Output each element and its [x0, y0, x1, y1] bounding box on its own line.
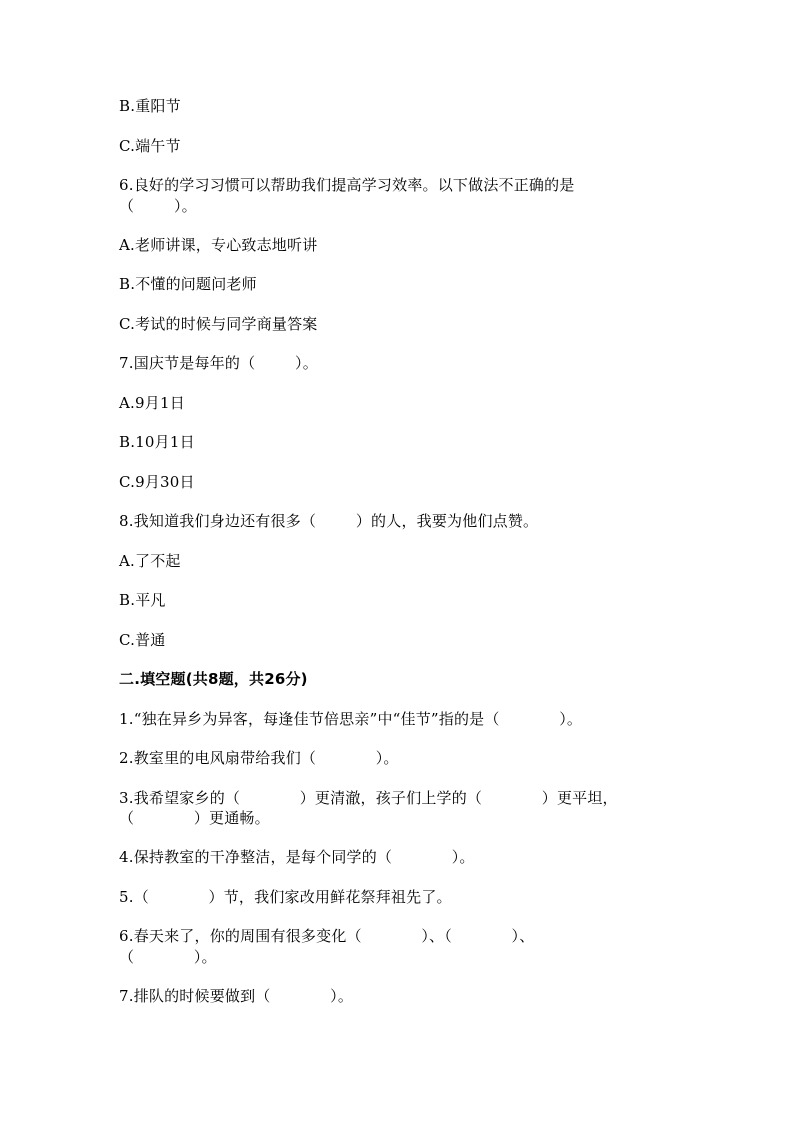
- q8-option-c: C.普通: [119, 631, 166, 649]
- fill-q4: 4.保持教室的干净整洁，是每个同学的（ ）。: [119, 848, 475, 866]
- q8-stem: 8.我知道我们身边还有很多（ ）的人，我要为他们点赞。: [119, 512, 539, 530]
- q5-option-b: B.重阳节: [119, 97, 181, 115]
- q6-option-b: B.不懂的问题问老师: [119, 275, 257, 293]
- q6-stem-line2: （ ）。: [119, 197, 197, 215]
- q7-stem: 7.国庆节是每年的（ ）。: [119, 354, 318, 372]
- fill-q3-line2: （ ）更通畅。: [119, 809, 270, 827]
- fill-q3-line1: 3.我希望家乡的（ ）更清澈，孩子们上学的（ ）更平坦，: [119, 789, 618, 807]
- q6-option-a: A.老师讲课，专心致志地听讲: [119, 236, 318, 254]
- q5-option-c: C.端午节: [119, 137, 181, 155]
- q7-option-c: C.9月30日: [119, 473, 195, 491]
- fill-q6-line2: （ ）。: [119, 948, 217, 966]
- fill-q2: 2.教室里的电风扇带给我们（ ）。: [119, 749, 399, 767]
- q8-option-b: B.平凡: [119, 591, 166, 609]
- q6-option-c: C.考试的时候与同学商量答案: [119, 315, 318, 333]
- fill-q6-line1: 6.春天来了，你的周围有很多变化（ ）、（ ）、: [119, 927, 535, 945]
- section-title-fill-in: 二.填空题(共8题，共26分): [119, 670, 308, 688]
- q7-option-a: A.9月1日: [119, 394, 185, 412]
- q8-option-a: A.了不起: [119, 552, 181, 570]
- q7-option-b: B.10月1日: [119, 433, 195, 451]
- fill-q5: 5.（ ）节，我们家改用鲜花祭拜祖先了。: [119, 888, 452, 906]
- q6-stem-line1: 6.良好的学习习惯可以帮助我们提高学习效率。以下做法不正确的是: [119, 176, 575, 194]
- fill-q1: 1.“独在异乡为异客，每逢佳节倍思亲”中“佳节”指的是（ ）。: [119, 710, 583, 728]
- fill-q7: 7.排队的时候要做到（ ）。: [119, 987, 354, 1005]
